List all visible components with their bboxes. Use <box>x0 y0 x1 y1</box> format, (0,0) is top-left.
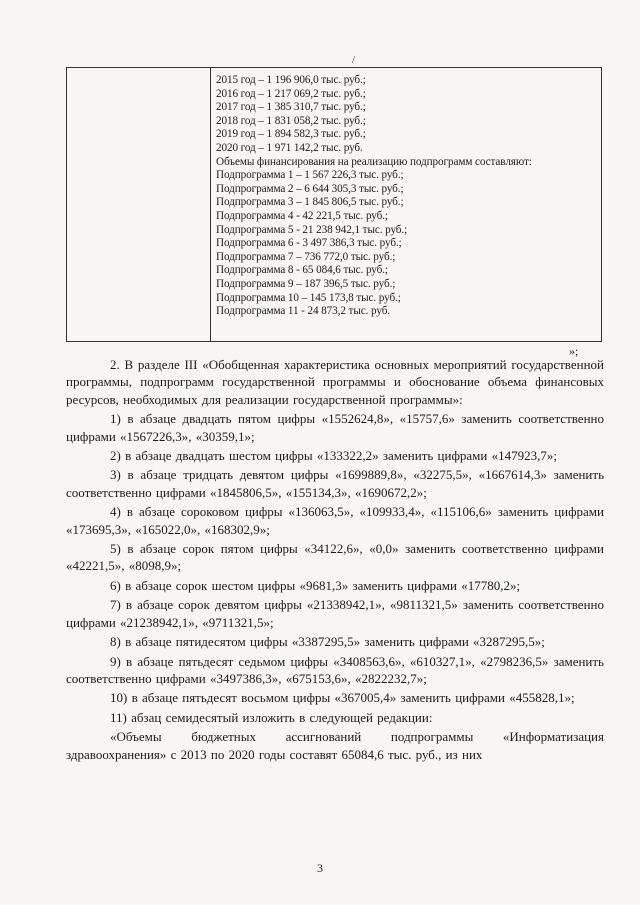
funding-line: Подпрограмма 5 - 21 238 942,1 тыс. руб.; <box>216 223 408 236</box>
amendment-item: 7) в абзаце сорок девятом цифры «21338942,1», «9811321,5» заменить соответственно цифрами «21238942,1», «9711321,5»; <box>66 597 604 630</box>
funding-line: 2018 год – 1 831 058,2 тыс. руб.; <box>216 114 366 127</box>
page-number: 3 <box>317 861 323 875</box>
amendment-item: 6) в абзаце сорок шестом цифры «9681,3» заменить цифрами «17780,2»; <box>110 577 521 593</box>
amendment-item: 2) в абзаце двадцать шестом цифры «133322,2» заменить цифрами «147923,7»; <box>110 448 557 464</box>
funding-line: Подпрограмма 9 – 187 396,5 тыс. руб.; <box>216 277 396 290</box>
amendment-text <box>66 356 604 763</box>
amendment-item: 4) в абзаце сороковом цифры «136063,5», «109933,4», «115106,6» заменить цифрами «173695,3», «165022,0», «168302,9»; <box>66 504 604 537</box>
amendment-item: 3) в абзаце тридцать девятом цифры «1699889,8», «32275,5», «1667614,3» заменить соответственно цифрами «1845806,5», «155134,3», «1690672,2»; <box>66 467 604 500</box>
funding-line: 2019 год – 1 894 582,3 тыс. руб.; <box>216 128 366 141</box>
funding-line: 2020 год – 1 971 142,2 тыс. руб. <box>216 141 363 154</box>
funding-line: Подпрограмма 6 - 3 497 386,3 тыс. руб.; <box>216 237 402 250</box>
funding-line: 2015 год – 1 196 906,0 тыс. руб.; <box>216 74 366 86</box>
amendment-item: 10) в абзаце пятьдесят восьмом цифры «367005,4» заменить цифрами «455828,1»; <box>110 690 575 706</box>
funding-line: Подпрограмма 10 – 145 173,8 тыс. руб.; <box>216 291 401 304</box>
amendment-item: «Объемы бюджетных ассигнований подпрограммы «Информатизация здравоохранения» с 2013 по 2020 годы составят 65084,6 тыс. руб., из них <box>66 729 604 762</box>
amendment-item: 1) в абзаце двадцать пятом цифры «1552624,8», «15757,6» заменить соответственно цифрами «1567226,3», «30359,1»; <box>66 411 604 444</box>
table-column-divider <box>210 68 211 341</box>
closing-quote-mark: »; <box>569 344 579 358</box>
top-mark: / <box>352 54 356 66</box>
amendment-item: 5) в абзаце сорок пятом цифры «34122,6», «0,0» заменить соответственно цифрами «42221,5», «8098,9»; <box>66 541 604 574</box>
funding-line: Подпрограмма 2 – 6 644 305,3 тыс. руб.; <box>216 182 404 195</box>
funding-line: Подпрограмма 3 – 1 845 806,5 тыс. руб.; <box>216 196 404 209</box>
funding-line: Подпрограмма 7 – 736 772,0 тыс. руб.; <box>216 250 396 263</box>
funding-table <box>66 67 602 342</box>
funding-line: Подпрограмма 1 – 1 567 226,3 тыс. руб.; <box>216 169 404 182</box>
funding-line: 2017 год – 1 385 310,7 тыс. руб.; <box>216 101 366 114</box>
funding-line: Объемы финансирования на реализацию подпрограмм составляют: <box>216 155 532 168</box>
amendment-item: 11) абзац семидесятый изложить в следующей редакции: <box>110 709 433 725</box>
funding-lines <box>216 74 596 319</box>
amendment-item: 8) в абзаце пятидесятом цифры «3387295,5» заменить цифрами «3287295,5»; <box>110 634 545 650</box>
section-intro-paragraph: 2. В разделе III «Обобщенная характеристика основных мероприятий государственной программы, подпрограмм государственной программы и обоснование объема финансовых ресурсов, необходимых для реализации государственной программы»: <box>66 357 604 407</box>
funding-line: 2016 год – 1 217 069,2 тыс. руб.; <box>216 87 366 100</box>
funding-line: Подпрограмма 8 - 65 084,6 тыс. руб.; <box>216 264 388 277</box>
amendment-item: 9) в абзаце пятьдесят седьмом цифры «3408563,6», «610327,1», «2798236,5» заменить соответственно цифрами «3497386,3», «675153,6», «2822232,7»; <box>66 653 604 686</box>
funding-line: Подпрограмма 11 - 24 873,2 тыс. руб. <box>216 305 391 318</box>
funding-line: Подпрограмма 4 - 42 221,5 тыс. руб.; <box>216 209 388 222</box>
